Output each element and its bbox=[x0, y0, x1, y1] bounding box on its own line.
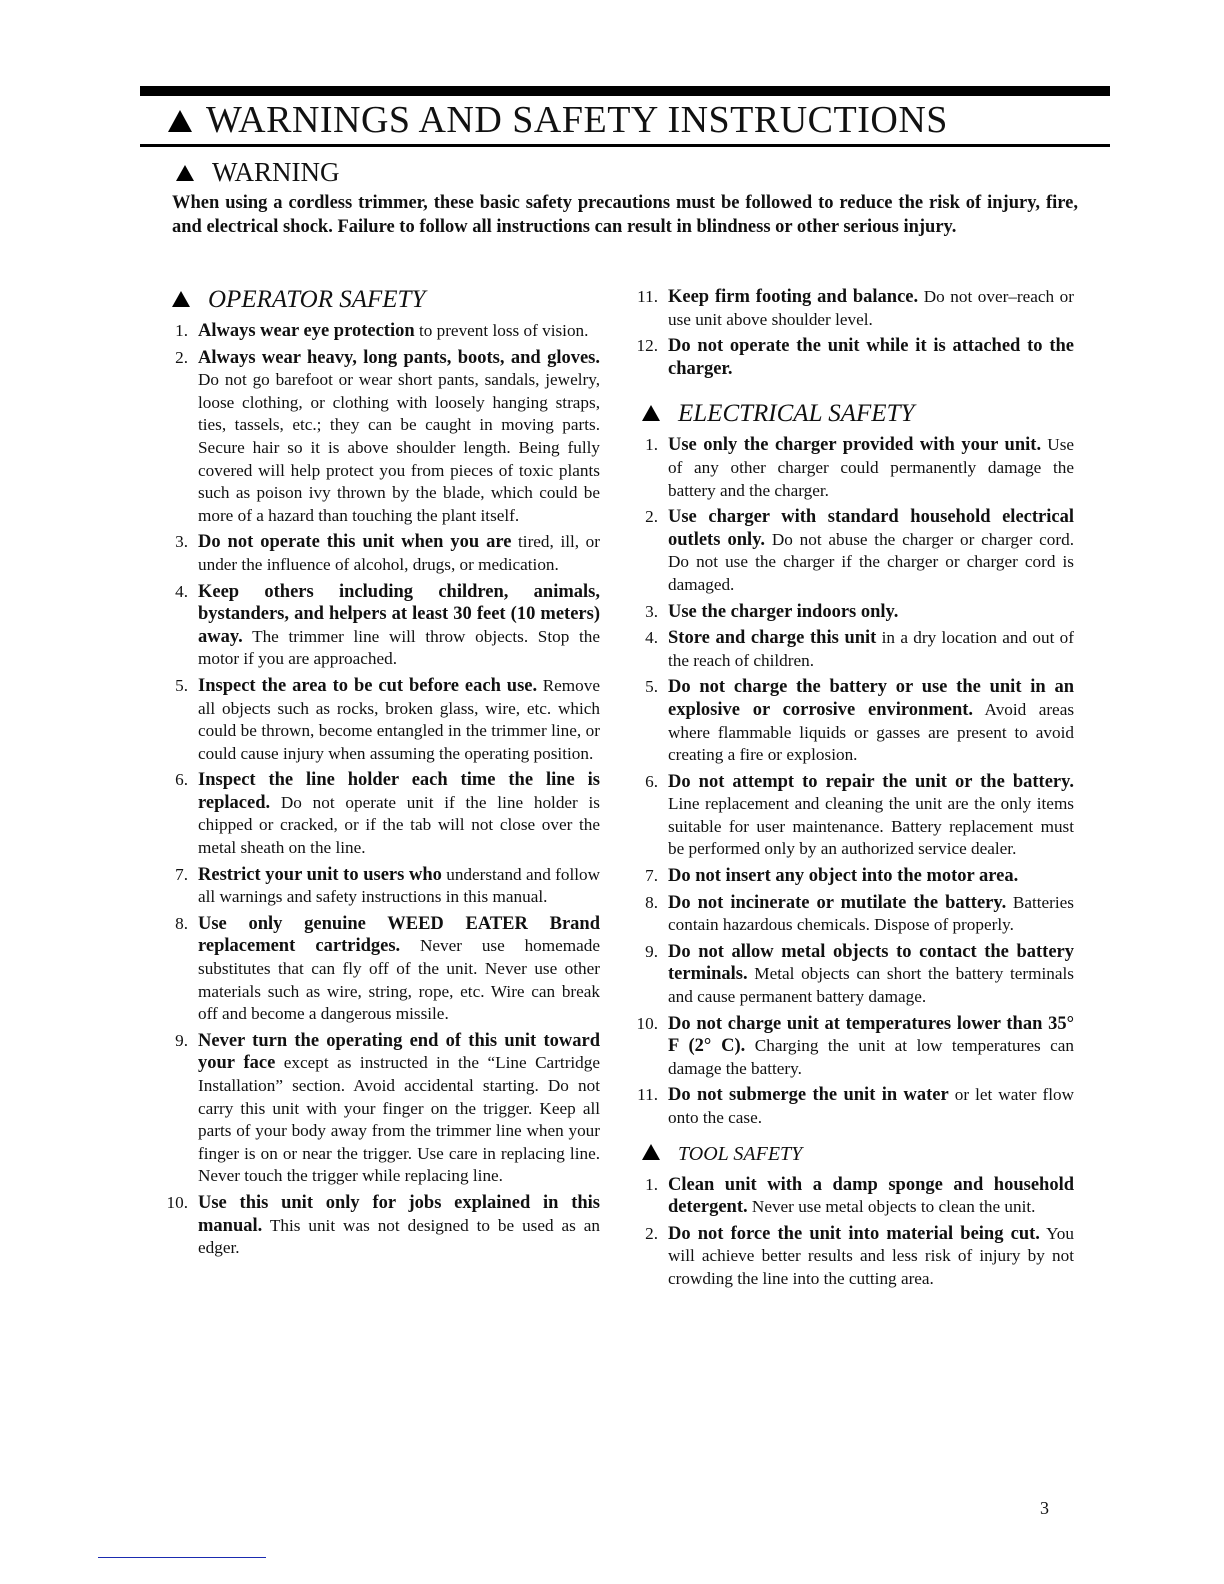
item-bold-text: Never turn the operating end of this unit toward your face bbox=[198, 1030, 600, 1074]
item-number: 12. bbox=[636, 336, 658, 356]
item-bold-text: Keep others including children, animals, bystanders, and helpers at least 30 feet (10 meters) away. bbox=[198, 581, 600, 647]
item-text: You will achieve better results and less risk of injury by not crowding the line into the cutting area. bbox=[668, 1223, 1074, 1288]
item-bold-text: Use this unit only for jobs explained in this manual. bbox=[198, 1192, 600, 1236]
list-item bbox=[158, 864, 600, 909]
warning-triangle-icon bbox=[642, 1144, 660, 1160]
item-number: 6. bbox=[645, 771, 658, 791]
list-item bbox=[158, 1192, 600, 1260]
item-number: 1. bbox=[645, 1174, 658, 1194]
item-text: Use of any other charger could permanently damage the battery and the charger. bbox=[668, 435, 1075, 500]
item-text: or let water flow onto the case. bbox=[668, 1085, 1074, 1127]
item-number: 6. bbox=[175, 770, 188, 790]
item-number: 4. bbox=[175, 581, 188, 601]
item-number: 8. bbox=[645, 892, 658, 912]
list-item bbox=[158, 347, 600, 528]
electrical-safety-list bbox=[628, 434, 1074, 1129]
page-title bbox=[168, 96, 1108, 144]
item-number: 10. bbox=[166, 1192, 188, 1212]
item-bold-text: Do not charge the battery or use the unit in an explosive or corrosive environment. bbox=[668, 677, 1074, 720]
item-bold-text: Do not operate the unit while it is attached to the charger. bbox=[668, 336, 1074, 379]
list-item bbox=[628, 1084, 1074, 1129]
list-item bbox=[628, 892, 1074, 937]
item-text: Line replacement and cleaning the unit are the only items suitable for user maintenance. Battery replacement must be performed only by an authorized service dealer. bbox=[668, 794, 1074, 859]
item-text: except as instructed in the “Line Cartridge Installation” section. Avoid accidental starting. Do not carry this unit with your finger on the trigger. Keep all parts of your body away from the trimmer line when your finger is on or near the trigger. Use care in replacing line. Never touch the trigger while replacing line. bbox=[198, 1053, 601, 1186]
list-item bbox=[158, 581, 600, 671]
list-item bbox=[628, 601, 1074, 624]
item-text: understand and follow all warnings and safety instructions in this manual. bbox=[198, 864, 600, 907]
item-number: 1. bbox=[645, 435, 658, 455]
right-column bbox=[628, 286, 1074, 1295]
list-item bbox=[628, 1174, 1074, 1219]
item-text: to prevent loss of vision. bbox=[414, 321, 589, 340]
list-item bbox=[158, 913, 600, 1026]
item-number: 2. bbox=[645, 1223, 658, 1243]
item-bold-text: Do not operate this unit when you are bbox=[198, 532, 512, 553]
warning-intro: When using a cordless trimmer, these basic safety precautions must be followed to reduce the risk of injury, fire, and electrical shock. Failure to follow all instructions can result in blindness or other serious injury. bbox=[172, 193, 1078, 237]
item-text: Never use homemade substitutes that can fly off of the unit. Never use other materials such as wire, string, rope, etc. Wire can break off and become a dangerous missile. bbox=[198, 936, 600, 1024]
operator-safety-heading-text: OPERATOR SAFETY bbox=[208, 286, 426, 313]
item-number: 3. bbox=[645, 601, 658, 621]
list-item bbox=[158, 675, 600, 765]
item-bold-text: Store and charge this unit bbox=[668, 628, 877, 649]
list-item bbox=[158, 769, 600, 859]
item-text: Do not abuse the charger or charger cord. Do not use the charger if the charger or charger cord is damaged. bbox=[668, 529, 1074, 594]
operator-safety-heading bbox=[172, 284, 600, 316]
warning-triangle-icon bbox=[176, 165, 194, 181]
list-item bbox=[158, 531, 600, 576]
item-bold-text: Use only the charger provided with your unit. bbox=[668, 435, 1042, 456]
item-bold-text: Do not allow metal objects to contact the battery terminals. bbox=[668, 941, 1074, 985]
item-bold-text: Use only genuine WEED EATER Brand replacement cartridges. bbox=[198, 913, 600, 957]
bottom-edge-line bbox=[98, 1557, 266, 1558]
item-text: in a dry location and out of the reach of children. bbox=[668, 628, 1074, 670]
item-number: 8. bbox=[175, 913, 188, 933]
item-text: Batteries contain hazardous chemicals. Dispose of properly. bbox=[668, 892, 1074, 935]
electrical-safety-heading-text: ELECTRICAL SAFETY bbox=[678, 400, 915, 428]
item-text: tired, ill, or under the influence of alcohol, drugs, or medication. bbox=[198, 532, 600, 574]
item-text: Do not go barefoot or wear short pants, sandals, jewelry, loose clothing, or clothing with loosely hanging straps, ties, tassels, etc.; they can be caught in moving parts. Secure hair so it is above shoulder length. Being fully covered will help protect you from pieces of toxic plants such as poison ivy thrown by the blade, which could be more of a hazard than touching the plant itself. bbox=[198, 370, 600, 525]
list-item bbox=[158, 1030, 600, 1188]
list-item bbox=[628, 335, 1074, 380]
item-number: 7. bbox=[175, 864, 188, 884]
item-bold-text: Do not force the unit into material being cut. bbox=[668, 1223, 1040, 1244]
list-item bbox=[158, 320, 600, 343]
item-number: 5. bbox=[645, 677, 658, 697]
item-bold-text: Do not submerge the unit in water bbox=[668, 1085, 949, 1106]
item-number: 11. bbox=[637, 287, 658, 306]
list-item bbox=[628, 865, 1074, 888]
item-number: 4. bbox=[645, 628, 658, 648]
warning-triangle-icon bbox=[168, 110, 192, 132]
item-number: 5. bbox=[175, 675, 188, 695]
tool-safety-heading-text: TOOL SAFETY bbox=[678, 1142, 803, 1165]
item-text: Charging the unit at low temperatures can damage the battery. bbox=[668, 1036, 1074, 1078]
title-rule bbox=[140, 144, 1110, 147]
item-text: Do not over–reach or use unit above shoulder level. bbox=[668, 287, 1074, 329]
item-bold-text: Do not attempt to repair the unit or the battery. bbox=[668, 771, 1074, 792]
item-number: 3. bbox=[175, 532, 188, 552]
list-item bbox=[628, 286, 1074, 331]
item-bold-text: Always wear heavy, long pants, boots, and gloves. bbox=[198, 347, 600, 368]
item-bold-text: Inspect the area to be cut before each use. bbox=[198, 675, 538, 696]
item-number: 2. bbox=[175, 347, 188, 367]
item-number: 2. bbox=[645, 507, 658, 527]
item-bold-text: Do not charge unit at temperatures lower than 35° F (2° C). bbox=[668, 1013, 1074, 1057]
tool-safety-heading bbox=[642, 1138, 1074, 1170]
item-bold-text: Clean unit with a damp sponge and household detergent. bbox=[668, 1174, 1074, 1218]
item-text: Never use metal objects to clean the unit. bbox=[747, 1197, 1036, 1217]
item-bold-text: Always wear eye protection bbox=[198, 321, 415, 341]
operator-safety-list bbox=[158, 320, 600, 1260]
item-bold-text: Do not insert any object into the motor area. bbox=[668, 866, 1019, 887]
item-text: This unit was not designed to be used as an edger. bbox=[198, 1215, 600, 1258]
warning-heading-text: WARNING bbox=[212, 157, 340, 187]
item-bold-text: Inspect the line holder each time the line is replaced. bbox=[198, 770, 600, 813]
tool-safety-list bbox=[628, 1174, 1074, 1291]
list-item bbox=[628, 1223, 1074, 1291]
item-bold-text: Use the charger indoors only. bbox=[668, 601, 899, 622]
item-text: Remove all objects such as rocks, broken glass, wire, etc. which could be thrown, become entangled in the trimmer line, or could cause injury when assuming the operating position. bbox=[198, 675, 600, 763]
operator-safety-list-continued bbox=[628, 286, 1074, 380]
item-bold-text: Restrict your unit to users who bbox=[198, 864, 442, 885]
item-number: 9. bbox=[175, 1030, 188, 1050]
list-item bbox=[628, 771, 1074, 861]
warning-triangle-icon bbox=[172, 291, 190, 307]
item-number: 1. bbox=[175, 321, 188, 340]
item-bold-text: Keep firm footing and balance. bbox=[668, 287, 919, 307]
item-text: Avoid areas where flammable liquids or gasses are present to avoid creating a fire or explosion. bbox=[668, 699, 1075, 765]
left-column bbox=[158, 284, 600, 1264]
list-item bbox=[628, 627, 1074, 672]
item-number: 10. bbox=[636, 1013, 658, 1033]
item-number: 7. bbox=[645, 866, 658, 886]
page-number: 3 bbox=[1040, 1498, 1049, 1518]
item-text: Metal objects can short the battery terminals and cause permanent battery damage. bbox=[668, 964, 1074, 1007]
list-item bbox=[628, 676, 1074, 766]
list-item bbox=[628, 506, 1074, 596]
warning-heading bbox=[176, 154, 340, 190]
item-bold-text: Use charger with standard household electrical outlets only. bbox=[668, 507, 1074, 550]
page-title-text: WARNINGS AND SAFETY INSTRUCTIONS bbox=[206, 99, 948, 141]
item-number: 9. bbox=[645, 941, 658, 961]
item-bold-text: Do not incinerate or mutilate the battery. bbox=[668, 892, 1007, 913]
item-text: Do not operate unit if the line holder is chipped or cracked, or if the tab will not close over the metal sheath on the line. bbox=[198, 792, 600, 858]
warning-triangle-icon bbox=[642, 405, 660, 421]
top-rule bbox=[140, 86, 1110, 96]
list-item bbox=[628, 941, 1074, 1009]
list-item bbox=[628, 434, 1074, 502]
item-text: The trimmer line will throw objects. Stop the motor if you are approached. bbox=[198, 626, 600, 669]
item-number: 11. bbox=[637, 1085, 658, 1105]
list-item bbox=[628, 1013, 1074, 1081]
electrical-safety-heading bbox=[642, 398, 1074, 430]
